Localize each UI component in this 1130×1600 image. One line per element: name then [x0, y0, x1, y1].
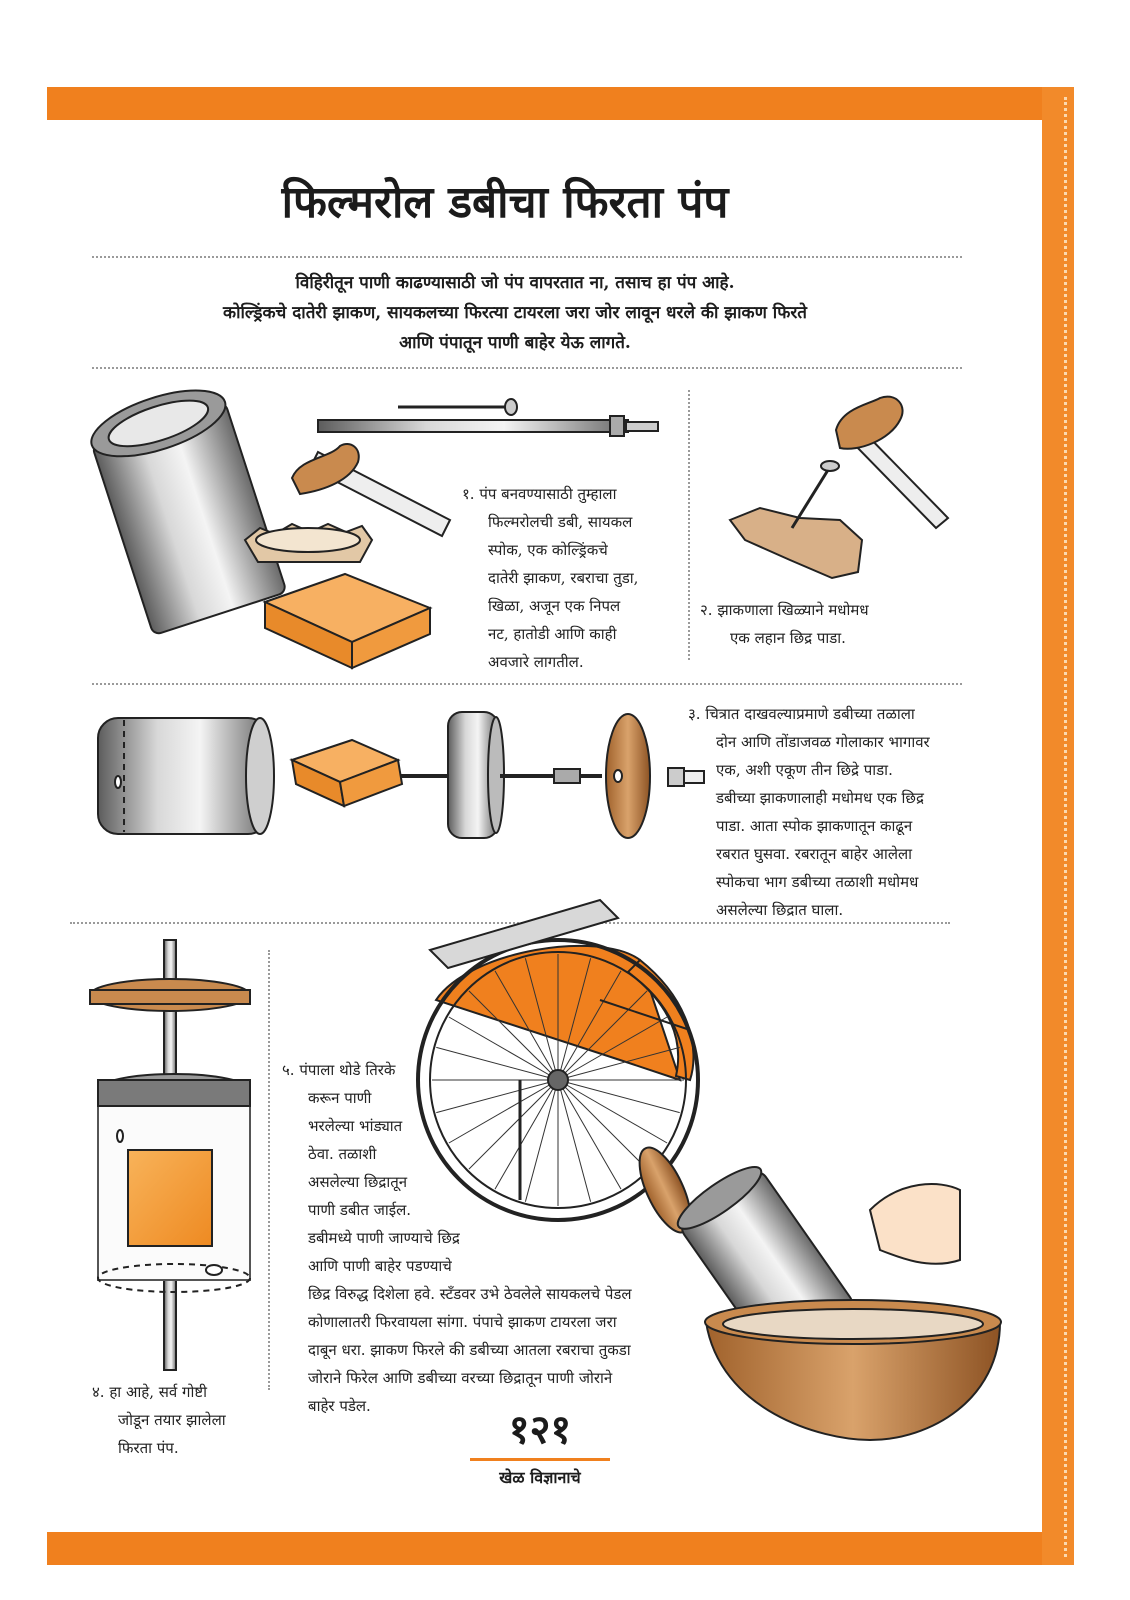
page-title: फिल्मरोल डबीचा फिरता पंप — [281, 177, 729, 228]
text-line: २. झाकणाला खिळ्याने मधोमध — [700, 601, 869, 619]
text-line: छिद्र विरुद्ध दिशेला हवे. स्टँडवर उभे ठेवलेले सायकलचे पेडल — [308, 1285, 632, 1303]
text-line: फिल्मरोलची डबी, सायकल — [488, 513, 633, 531]
footer-rule — [470, 1458, 610, 1461]
text-line: दाबून धरा. झाकण फिरले की डबीच्या आतला रबराचा तुकडा — [308, 1341, 631, 1359]
film-canister-illustration — [84, 377, 287, 635]
text-line: आणि पाणी बाहेर पडण्याचे — [308, 1257, 452, 1275]
text-line: बाहेर पडेल. — [308, 1397, 371, 1415]
text-line: कोणालातरी फिरवायला सांगा. पंपाचे झाकण टायरला जरा — [308, 1313, 617, 1331]
step-3-text — [688, 700, 1018, 924]
step-4-text — [92, 1378, 272, 1462]
hammer-illustration — [292, 444, 450, 536]
text-line: १. पंप बनवण्यासाठी तुम्हाला — [462, 485, 617, 503]
text-line: असलेल्या छिद्रात घाला. — [716, 901, 844, 919]
step-1-text — [462, 480, 682, 676]
text-line: ठेवा. तळाशी — [308, 1145, 377, 1163]
bottle-cap-illustration — [245, 524, 372, 562]
text-line: एक, अशी एकूण तीन छिद्रे पाडा. — [716, 761, 893, 779]
text-line: करून पाणी — [308, 1089, 372, 1107]
page-number: १२१ — [508, 1406, 572, 1453]
step-2-text — [700, 596, 960, 652]
exploded-pump-illustration — [98, 712, 704, 838]
text-line: पाणी डबीत जाईल. — [308, 1201, 412, 1219]
book-title-footer: खेळ विज्ञानाचे — [499, 1468, 581, 1487]
text-line: ५. पंपाला थोडे तिरके — [282, 1061, 396, 1079]
assembled-pump-illustration — [90, 940, 250, 1370]
text-line: डबीच्या झाकणालाही मधोमध एक छिद्र — [716, 789, 924, 807]
text-line: रबरात घुसवा. रबरातून बाहेर आलेला — [716, 845, 913, 863]
spoke-illustration — [318, 399, 658, 436]
text-line: असलेल्या छिद्रातून — [308, 1173, 408, 1191]
intro-line: कोल्ड्रिंकचे दातेरी झाकण, सायकलच्या फिरत्या टायरला जरा जोर लावून धरले की झाकण फिरते — [223, 303, 807, 323]
text-line: एक लहान छिद्र पाडा. — [730, 629, 846, 647]
intro-line: विहिरीतून पाणी काढण्यासाठी जो पंप वापरतात ना, तसाच हा पंप आहे. — [295, 273, 735, 293]
text-line: दातेरी झाकण, रबराचा तुडा, — [488, 569, 639, 587]
text-line: जोराने फिरेल आणि डबीच्या वरच्या छिद्रातून पाणी जोराने — [308, 1369, 613, 1387]
intro-line: आणि पंपातून पाणी बाहेर येऊ लागते. — [399, 333, 631, 353]
text-line: दोन आणि तोंडाजवळ गोलाकार भागावर — [716, 733, 930, 751]
text-line: अवजारे लागतील. — [488, 653, 584, 671]
rubber-block-illustration — [265, 574, 430, 668]
text-line: ४. हा आहे, सर्व गोष्टी — [92, 1383, 208, 1401]
step-5-text — [282, 1056, 722, 1420]
text-line: भरलेल्या भांड्यात — [308, 1117, 403, 1135]
text-line: स्पोकचा भाग डबीच्या तळाशी मधोमध — [716, 873, 919, 891]
text-line: खिळा, अजून एक निपल — [488, 597, 621, 615]
text-line: डबीमध्ये पाणी जाण्याचे छिद्र — [308, 1229, 460, 1247]
text-line: फिरता पंप. — [118, 1439, 179, 1457]
text-line: जोडून तयार झालेला — [118, 1411, 226, 1429]
hammering-cap-illustration — [730, 397, 948, 578]
text-line: पाडा. आता स्पोक झाकणातून काढून — [716, 817, 913, 835]
text-line: नट, हातोडी आणि काही — [488, 625, 617, 643]
text-line: स्पोक, एक कोल्ड्रिंकचे — [488, 541, 608, 559]
text-line: ३. चित्रात दाखवल्याप्रमाणे डबीच्या तळाला — [688, 705, 915, 723]
